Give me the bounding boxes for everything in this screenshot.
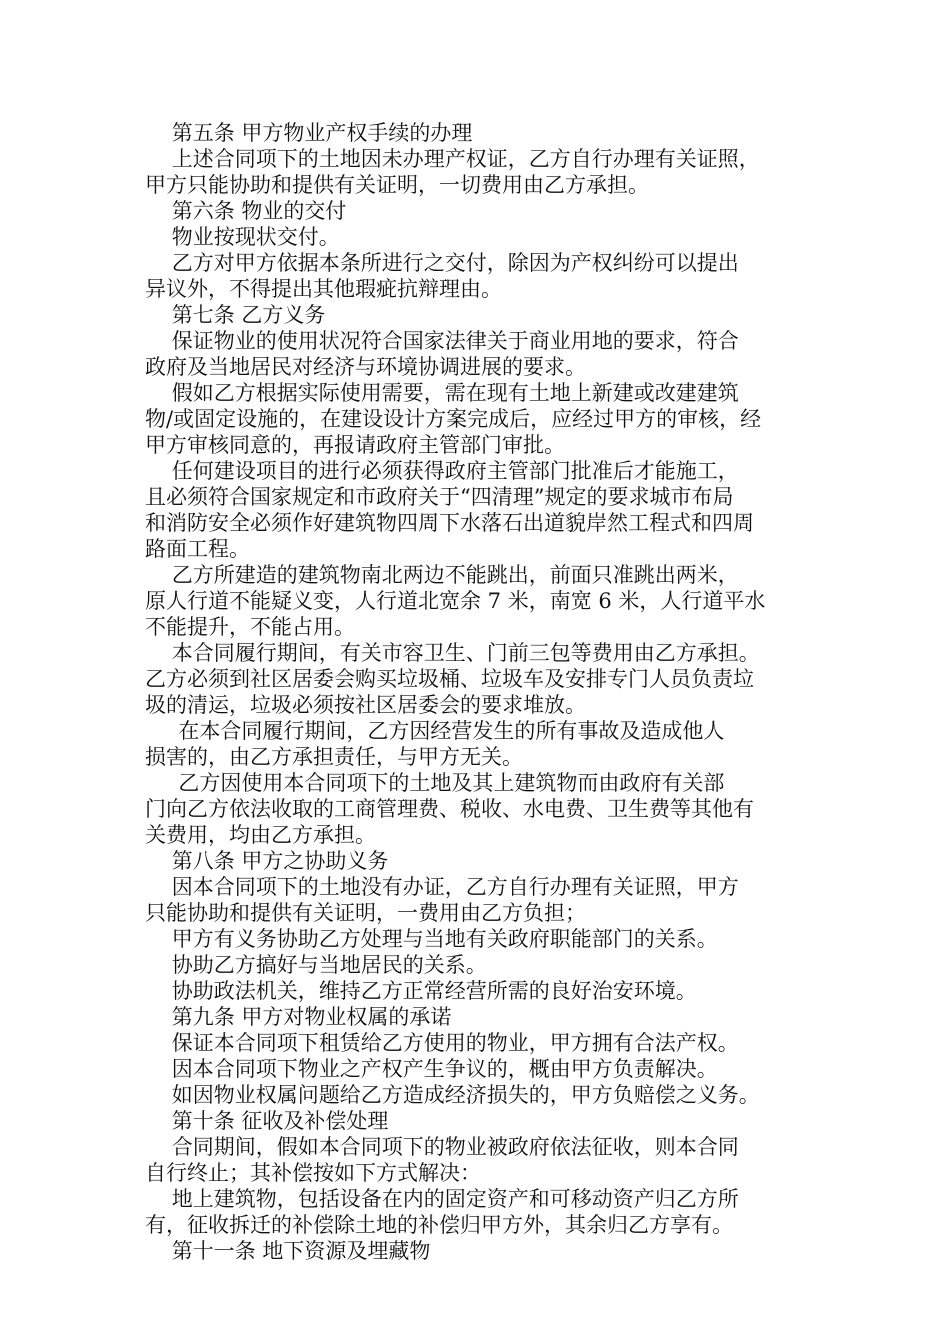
text-line: 保证本合同项下租赁给乙方使用的物业，甲方拥有合法产权。 xyxy=(145,1031,739,1055)
text-line: 自行终止；其补偿按如下方式解决： xyxy=(145,1161,481,1185)
text-line: 路面工程。 xyxy=(145,537,250,561)
text-line: 乙方对甲方依据本条所进行之交付，除因为产权纠纷可以提出 xyxy=(145,251,739,275)
text-line: 圾的清运，垃圾必须按社区居委会的要求堆放。 xyxy=(145,693,586,717)
text-line: 有，征收拆迁的补偿除土地的补偿归甲方外，其余归乙方享有。 xyxy=(145,1213,733,1237)
text-line: 保证物业的使用状况符合国家法律关于商业用地的要求，符合 xyxy=(145,329,739,353)
text-line: 上述合同项下的土地因未办理产权证，乙方自行办理有关证照， xyxy=(145,147,760,171)
text-line: 地上建筑物，包括设备在内的固定资产和可移动资产归乙方所 xyxy=(145,1187,739,1211)
text-line: 且必须符合国家规定和市政府关于“四清理”规定的要求城市布局 xyxy=(145,485,734,509)
heading-article-9: 第九条 甲方对物业权属的承诺 xyxy=(145,1005,452,1029)
document-body xyxy=(145,120,815,1264)
text-line: 因本合同项下的土地没有办证，乙方自行办理有关证照，甲方 xyxy=(145,875,739,899)
text-line: 关费用，均由乙方承担。 xyxy=(145,823,376,847)
heading-article-5: 第五条 甲方物业产权手续的办理 xyxy=(145,121,473,145)
text-line: 损害的，由乙方承担责任，与甲方无关。 xyxy=(145,745,523,769)
text-line: 假如乙方根据实际使用需要，需在现有土地上新建或改建建筑 xyxy=(145,381,739,405)
text-line: 甲方只能协助和提供有关证明，一切费用由乙方承担。 xyxy=(145,173,649,197)
heading-article-10: 第十条 征收及补偿处理 xyxy=(145,1109,389,1133)
text-line: 原人行道不能疑义变，人行道北宽余 7 米，南宽 6 米，人行道平水 xyxy=(145,589,766,613)
text-line: 乙方所建造的建筑物南北两边不能跳出，前面只准跳出两米， xyxy=(145,563,739,587)
text-line: 政府及当地居民对经济与环境协调进展的要求。 xyxy=(145,355,586,379)
heading-article-7: 第七条 乙方义务 xyxy=(145,303,326,327)
text-line: 甲方审核同意的，再报请政府主管部门审批。 xyxy=(145,433,565,457)
text-line: 在本合同履行期间，乙方因经营发生的所有事故及造成他人 xyxy=(145,719,725,743)
text-line: 任何建设项目的进行必须获得政府主管部门批准后才能施工， xyxy=(145,459,739,483)
text-line: 协助乙方搞好与当地居民的关系。 xyxy=(145,953,487,977)
text-line: 和消防安全必须作好建筑物四周下水落石出道貌岸然工程式和四周 xyxy=(145,511,754,535)
text-line: 因本合同项下物业之产权产生争议的，概由甲方负责解决。 xyxy=(145,1057,718,1081)
text-line: 不能提升，不能占用。 xyxy=(145,615,355,639)
text-line: 异议外，不得提出其他瑕疵抗辩理由。 xyxy=(145,277,502,301)
text-line: 物业按现状交付。 xyxy=(145,225,340,249)
heading-article-11: 第十一条 地下资源及埋藏物 xyxy=(145,1239,431,1263)
text-line: 合同期间，假如本合同项下的物业被政府依法征收，则本合同 xyxy=(145,1135,739,1159)
text-line: 物/或固定设施的，在建设设计方案完成后，应经过甲方的审核，经 xyxy=(145,407,762,431)
text-line: 门向乙方依法收取的工商管理费、税收、水电费、卫生费等其他有 xyxy=(145,797,754,821)
text-line: 协助政法机关，维持乙方正常经营所需的良好治安环境。 xyxy=(145,979,697,1003)
text-line: 甲方有义务协助乙方处理与当地有关政府职能部门的关系。 xyxy=(145,927,718,951)
heading-article-6: 第六条 物业的交付 xyxy=(145,199,347,223)
text-line: 只能协助和提供有关证明，一费用由乙方负担； xyxy=(145,901,586,925)
text-line: 本合同履行期间，有关市容卫生、门前三包等费用由乙方承担。 xyxy=(145,641,760,665)
text-line: 如因物业权属问题给乙方造成经济损失的，甲方负赔偿之义务。 xyxy=(145,1083,760,1107)
heading-article-8: 第八条 甲方之协助义务 xyxy=(145,849,389,873)
text-line: 乙方必须到社区居委会购买垃圾桶、垃圾车及安排专门人员负责垃 xyxy=(145,667,754,691)
text-line: 乙方因使用本合同项下的土地及其上建筑物而由政府有关部 xyxy=(145,771,725,795)
